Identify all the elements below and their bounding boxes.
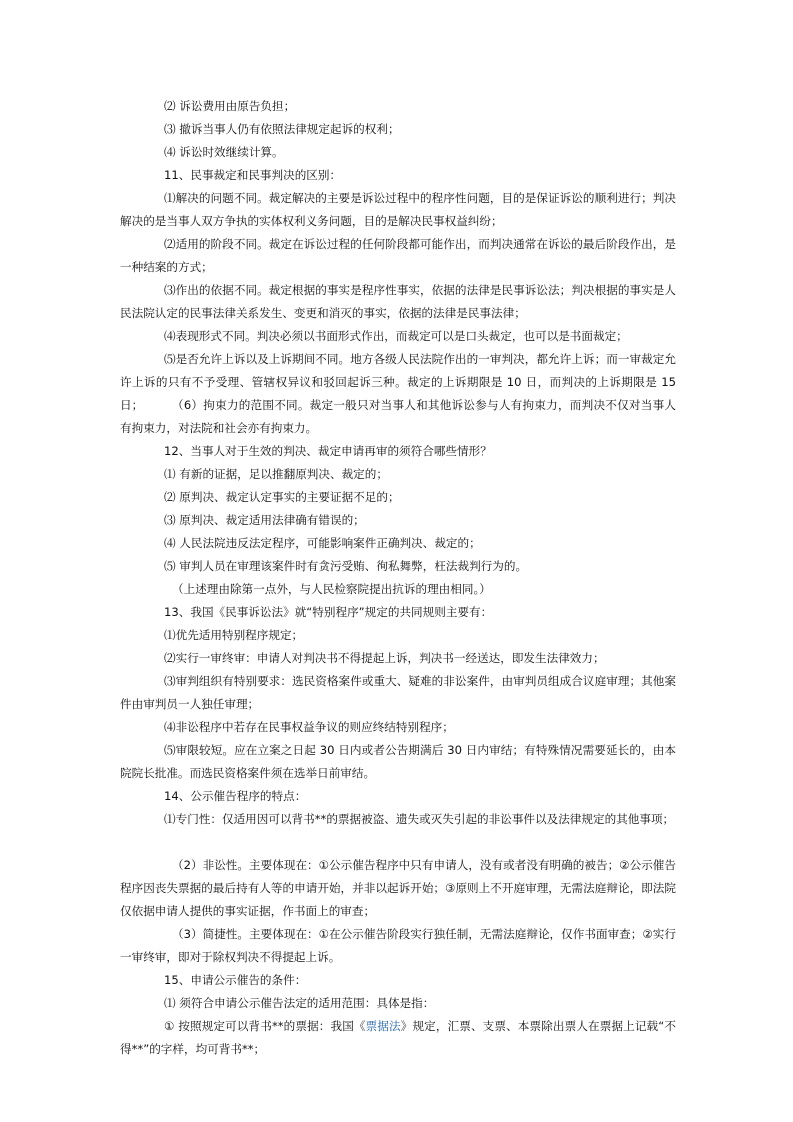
paragraph: ⑸ 审判人员在审理该案件时有贪污受贿、徇私舞弊，枉法裁判行为的。 xyxy=(164,559,528,573)
paragraph: ⑵实行一审终审：申请人对判决书不得提起上诉，判决书一经送达，即发生法律效力； xyxy=(164,651,605,665)
paragraph: ⑴优先适用特别程序规定； xyxy=(164,628,304,642)
section-heading: 11、民事裁定和民事判决的区别： xyxy=(164,168,342,182)
paragraph: ⑴解决的问题不同。裁定解决的主要是诉讼过程中的程序性问题，目的是保证诉讼的顺利进行；判决解决的是当事人双方争执的实体权利义务问题，目的是解决民事权益纠纷； xyxy=(120,191,676,228)
paragraph: （3）简捷性。主要体现在：①在公示催告阶段实行独任制，无需法庭辩论，仅作书面审查；②实行一审终审，即对于除权判决不得提起上诉。 xyxy=(120,927,676,964)
section-heading: 12、当事人对于生效的判决、裁定申请再审的须符合哪些情形？ xyxy=(164,444,492,458)
paragraph: （上述理由除第一点外，与人民检察院提出抗诉的理由相同。） xyxy=(172,582,491,596)
paragraph: ⑵ 原判决、裁定认定事实的主要证据不足的； xyxy=(164,490,400,504)
paragraph: ⑶ 原判决、裁定适用法律确有错误的； xyxy=(164,513,365,527)
paragraph: ⑸是否允许上诉以及上诉期间不同。地方各级人民法院作出的一审判决，都允许上诉；而一审裁定允许上诉的只有不予受理、管辖权异议和驳回起诉三种。裁定的上诉期限是 10 日，而判决的上诉期限是 15 日； xyxy=(120,352,676,412)
paragraph: ⑴ 须符合申请公示催告法定的适用范围：具体是指： xyxy=(164,996,435,1010)
paragraph xyxy=(120,1015,676,1061)
paragraph-text: 》规定，汇票、支票、本票除出票人在票据上记载“不得**”的字样，均可背书**； xyxy=(120,1019,676,1056)
paragraph: ⑴专门性：仅适用因可以背书**的票据被盗、遗失或灭失引起的非讼事件以及法律规定的其他事项； xyxy=(164,812,675,826)
paragraph: ⑴ 有新的证据，足以推翻原判决、裁定的； xyxy=(164,467,388,481)
paragraph: ⑶作出的依据不同。裁定根据的事实是程序性事实，依据的法律是民事诉讼法；判决根据的事实是人民法院认定的民事法律关系发生、变更和消灭的事实，依据的法律是民事法律； xyxy=(120,283,676,320)
piaojufa-link[interactable]: 票据法 xyxy=(365,1019,401,1033)
paragraph: （2）非讼性。主要体现在：①公示催告程序中只有申请人，没有或者没有明确的被告；②公示催告程序因丧失票据的最后持有人等的申请开始，并非以起诉开始；③原则上不开庭审理，无需法庭辩论，即法院仅依据申请人提供的事实证据，作书面上的审查； xyxy=(120,858,676,918)
paragraph: （6）拘束力的范围不同。裁定一般只对当事人和其他诉讼参与人有拘束力，而判决不仅对当事人有拘束力，对法院和社会亦有拘束力。 xyxy=(120,398,676,435)
section-heading: 15、申请公示催告的条件： xyxy=(164,973,307,987)
paragraph: ⑸审限较短。应在立案之日起 30 日内或者公告期满后 30 日内审结；有特殊情况需要延长的，由本院院长批准。而选民资格案件须在选举日前审结。 xyxy=(120,743,676,780)
paragraph: ⑶ 撤诉当事人仍有依照法律规定起诉的权利； xyxy=(164,122,400,136)
paragraph: ⑷表现形式不同。判决必须以书面形式作出，而裁定可以是口头裁定，也可以是书面裁定； xyxy=(164,329,628,343)
paragraph: ⑶审判组织有特别要求：选民资格案件或重大、疑难的非讼案件，由审判员组成合议庭审理；其他案件由审判员一人独任审理； xyxy=(120,674,676,711)
paragraph: ⑷非讼程序中若存在民事权益争议的则应终结特别程序； xyxy=(164,720,454,734)
section-heading: 13、我国《民事诉讼法》就“特别程序”规定的共同规则主要有： xyxy=(164,605,493,619)
paragraph: ⑵适用的阶段不同。裁定在诉讼过程的任何阶段都可能作出，而判决通常在诉讼的最后阶段作出，是一种结案的方式； xyxy=(120,237,676,274)
paragraph: ⑵ 诉讼费用由原告负担； xyxy=(164,99,296,113)
paragraph-text: ① 按照规定可以背书**的票据：我国《 xyxy=(164,1019,366,1033)
paragraph: ⑷ 人民法院违反法定程序，可能影响案件正确判决、裁定的； xyxy=(164,536,481,550)
paragraph: ⑷ 诉讼时效继续计算。 xyxy=(164,145,284,159)
section-heading: 14、公示催告程序的特点： xyxy=(164,789,307,803)
